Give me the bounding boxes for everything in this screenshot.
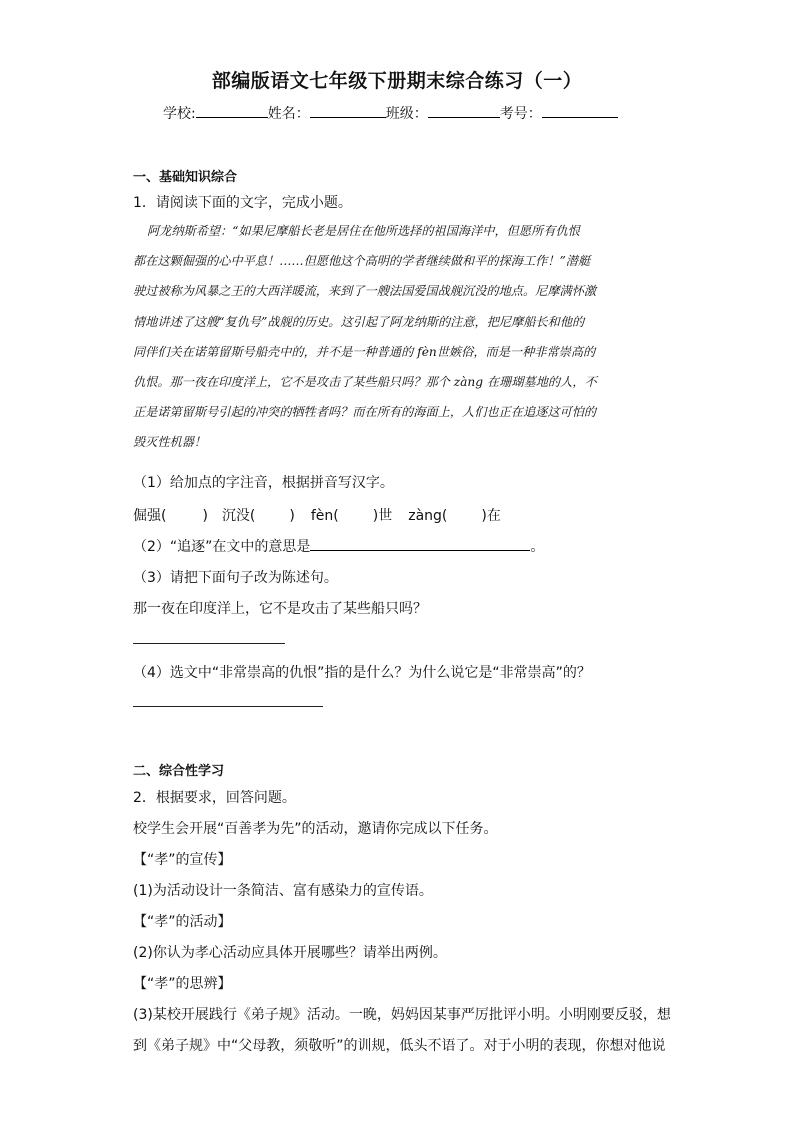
item-zang: zàng( (408, 508, 448, 524)
task-heading-activity: 【“孝”的活动】 (133, 914, 232, 930)
page-title: 部编版语文七年级下册期末综合练习（一） (211, 70, 583, 92)
passage-line: 仇恨。那一夜在印度洋上，它不是攻击了某些船只吗？那个 zàng 在珊瑚墓地的人，不 (133, 374, 597, 389)
name-blank[interactable] (310, 105, 386, 118)
paren-close-zai: )在 (481, 508, 501, 524)
school-blank[interactable] (196, 105, 268, 118)
sub2-text: （2）“追逐”在文中的意思是 (133, 539, 311, 555)
task-heading-publicity: 【“孝”的宣传】 (133, 852, 232, 868)
exam-number-blank[interactable] (542, 105, 618, 118)
q2-intro: 2．根据要求，回答问题。 (133, 790, 296, 806)
q1-intro: 1．请阅读下面的文字，完成小题。 (133, 195, 352, 211)
sub3-sentence: 那一夜在印度洋上，它不是攻击了某些船只吗？ (133, 601, 427, 617)
section2-heading: 二、综合性学习 (133, 764, 225, 779)
paren-close: ) (202, 508, 208, 524)
student-info-row (163, 103, 618, 123)
section1-heading: 一、基础知识综合 (133, 170, 238, 185)
item-juejiang: 倔强( (133, 508, 167, 524)
passage-line: 情地讲述了这艘“复仇号”战舰的历史。这引起了阿龙纳斯的注意，把尼摩船长和他的 (133, 314, 585, 329)
passage-line: 同伴们关在诺第留斯号船壳中的，并不是一种普通的 fèn世嫉俗，而是一种非常崇高的 (133, 344, 596, 359)
sub2-answer-blank[interactable] (310, 539, 530, 551)
task-1: (1)为活动设计一条简洁、富有感染力的宣传语。 (133, 883, 433, 899)
item-fen: fèn( (310, 508, 339, 524)
sub-question-1: （1）给加点的字注音，根据拼音写汉字。 (133, 475, 394, 491)
class-blank[interactable] (428, 105, 500, 118)
paren-close: ) (289, 508, 295, 524)
passage-line: 正是诺第留斯号引起的冲突的牺牲者吗？而在所有的海面上，人们也正在追逐这可怕的 (133, 405, 597, 420)
item-chenmo: 沉没( (221, 508, 256, 524)
sub4-answer-line[interactable] (133, 706, 323, 707)
paren-close-shi: )世 (372, 508, 393, 524)
passage-line: 阿龙纳斯希望：“如果尼摩船长老是居住在他所选择的祖国海洋中，但愿所有仇恨 (147, 224, 580, 238)
sub2-period: 。 (530, 539, 545, 555)
sub-question-4: （4）选文中“非常崇高的仇恨”指的是什么？为什么说它是“非常崇高”的？ (133, 665, 591, 681)
task-3-line-1: (3)某校开展践行《弟子规》活动。一晚，妈妈因某事严厉批评小明。小明刚要反驳，想 (133, 1007, 671, 1023)
passage-line: 毁灭性机器！ (133, 435, 207, 450)
sub3-answer-line[interactable] (133, 643, 285, 644)
exam-number-label: 考号： (499, 106, 542, 122)
name-label: 姓名： (267, 106, 310, 122)
passage-line: 驶过被称为风暴之王的大西洋暖流，来到了一艘法国爱国战舰沉没的地点。尼摩满怀激 (133, 284, 597, 299)
task-3-line-2: 到《弟子规》中“父母教，须敬听”的训规，低头不语了。对于小明的表现，你想对他说 (133, 1038, 666, 1054)
reading-passage (133, 216, 661, 458)
sub-question-2 (133, 536, 544, 556)
school-label: 学校: (163, 106, 196, 122)
passage-line: 都在这颗倔强的心中平息！……但愿他这个高明的学者继续做和平的探海工作！”潜艇 (133, 254, 591, 269)
task-heading-debate: 【“孝”的思辨】 (133, 976, 232, 992)
class-label: 班级： (385, 106, 428, 122)
sub-question-3: （3）请把下面句子改为陈述句。 (133, 570, 338, 586)
activity-intro: 校学生会开展“百善孝为先”的活动，邀请你完成以下任务。 (133, 821, 498, 837)
task-2: (2)你认为孝心活动应具体开展哪些？请举出两例。 (133, 945, 447, 961)
pinyin-items-row (133, 505, 501, 525)
